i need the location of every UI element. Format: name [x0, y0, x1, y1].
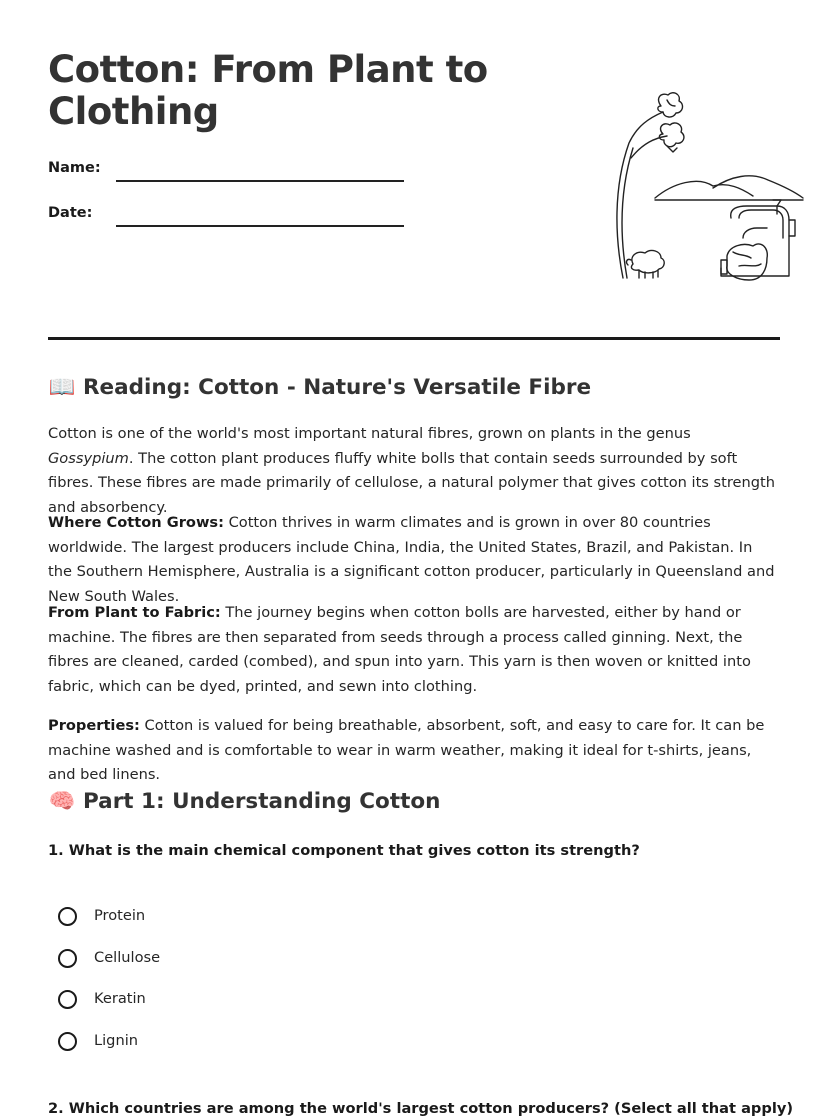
reading-paragraph-properties	[48, 714, 780, 788]
brain-icon: 🧠	[48, 789, 76, 814]
reading-paragraph-intro	[48, 422, 780, 521]
part1-heading	[48, 789, 440, 814]
cotton-illustration	[563, 88, 813, 288]
sewing-machine-icon	[721, 200, 795, 280]
radio-button[interactable]	[58, 990, 77, 1009]
paragraph-label: Properties:	[48, 717, 140, 734]
date-field[interactable]	[116, 225, 404, 227]
option-label[interactable]: Lignin	[94, 1031, 139, 1049]
hills	[655, 181, 753, 198]
page-title: Cotton: From Plant to Clothing	[48, 48, 488, 133]
name-label: Name:	[48, 160, 101, 176]
genus-name: Gossypium	[48, 449, 129, 467]
option-label[interactable]: Cellulose	[94, 948, 161, 966]
name-field-row	[48, 158, 408, 188]
part1-heading-text: Part 1: Understanding Cotton	[83, 789, 441, 814]
radio-button[interactable]	[58, 907, 77, 926]
option-label[interactable]: Keratin	[94, 990, 146, 1007]
header-divider	[48, 337, 780, 340]
paragraph-text: Cotton thrives in warm climates and is grown in over 80 countries worldwide. The largest producers include China, India, the United States, Brazil, and Pakistan. In the Southern Hemisphere, Australia is a significant cotton producer, particularly in Queensland and New South Wales.	[48, 514, 775, 606]
question-2: 2. Which countries are among the world's largest cotton producers? (Select all that apply)	[48, 1100, 794, 1117]
paragraph-text: . The cotton plant produces fluffy white bolls that contain seeds surrounded by soft fibres. These fibres are made primarily of cellulose, a natural polymer that gives cotton its strength and absorbency.	[48, 449, 776, 517]
paragraph-text: Cotton is one of the world's most important natural fibres, grown on plants in the genus	[48, 425, 691, 442]
question-1: 1. What is the main chemical component that gives cotton its strength?	[48, 842, 640, 859]
reading-heading	[48, 375, 591, 400]
open-book-icon: 📖	[48, 375, 76, 400]
paragraph-label: Where Cotton Grows:	[48, 514, 224, 531]
worksheet-header	[48, 0, 780, 340]
reading-paragraph-process	[48, 601, 780, 700]
date-label: Date:	[48, 205, 93, 221]
paragraph-text: The journey begins when cotton bolls are harvested, either by hand or machine. The fibres are then separated from seeds through a process called ginning. Next, the fibres are cleaned, carded (combed), and spun into yarn. This yarn is then woven or knitted into fabric, which can be dyed, printed, and sewn into clothing.	[48, 604, 751, 696]
radio-button[interactable]	[58, 1032, 77, 1051]
option-label[interactable]: Protein	[94, 907, 146, 924]
date-field-row	[48, 203, 408, 233]
name-field[interactable]	[116, 180, 404, 182]
reading-heading-text: Reading: Cotton - Nature's Versatile Fibre	[83, 375, 592, 400]
paragraph-text: Cotton is valued for being breathable, absorbent, soft, and easy to care for. It can be machine washed and is comfortable to wear in warm weather, making it ideal for t-shirts, jeans, and bed linens.	[48, 717, 765, 784]
paragraph-label: From Plant to Fabric:	[48, 604, 221, 621]
sheep-icon	[627, 251, 665, 278]
worksheet-page	[48, 0, 794, 1117]
reading-paragraph-where	[48, 511, 780, 610]
radio-button[interactable]	[58, 949, 77, 968]
